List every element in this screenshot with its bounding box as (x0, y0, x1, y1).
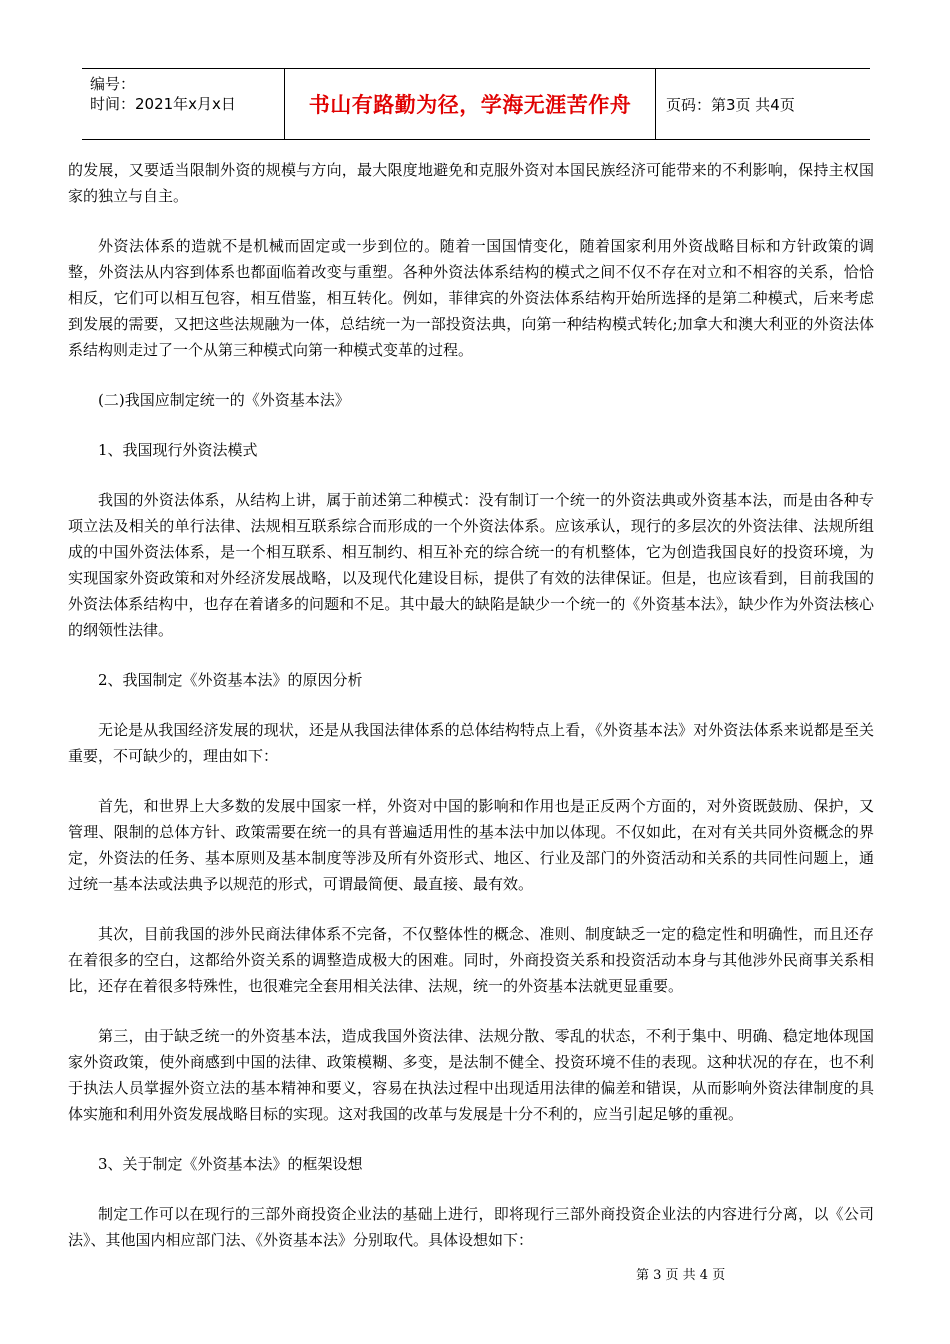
page-footer: 第 3 页 共 4 页 (636, 1268, 726, 1283)
body-paragraph: 无论是从我国经济发展的现状，还是从我国法律体系的总体结构特点上看，《外资基本法》对外资法体系来说都是至关重要，不可缺少的，理由如下： (68, 721, 874, 765)
body-paragraph: 制定工作可以在现行的三部外商投资企业法的基础上进行，即将现行三部外商投资企业法的内容进行分离，以《公司法》、其他国内相应部门法、《外资基本法》分别取代。具体设想如下： (68, 1205, 874, 1249)
header-meta (82, 69, 284, 139)
number-label: 编号： (90, 75, 136, 93)
header-motto: 书山有路勤为径，学海无涯苦作舟 (308, 93, 632, 117)
body-paragraph: 外资法体系的造就不是机械而固定或一步到位的。随着一国国情变化，随着国家利用外资战略目标和方针政策的调整，外资法从内容到体系也都面临着改变与重塑。各种外资法体系结构的模式之间不仅不存在对立和不相容的关系，恰恰相反，它们可以相互包容，相互借鉴，相互转化。例如，菲律宾的外资法体系结构开始所选择的是第二种模式，后来考虑到发展的需要，又把这些法规融为一体，总结统一为一部投资法典，向第一种结构模式转化;加拿大和澳大利亚的外资法体系结构则走过了一个从第三种模式向第一种模式变革的过程。 (68, 237, 874, 359)
document-body (68, 157, 874, 1277)
body-paragraph: 首先，和世界上大多数的发展中国家一样，外资对中国的影响和作用也是正反两个方面的，对外资既鼓励、保护，又管理、限制的总体方针、政策需要在统一的具有普遍适用性的基本法中加以体现。不仅如此，在对有关共同外资概念的界定，外资法的任务、基本原则及基本制度等涉及所有外资形式、地区、行业及部门的外资活动和关系的共同性问题上，通过统一基本法或法典予以规范的形式，可谓最简便、最直接、最有效。 (68, 797, 874, 893)
section-heading: 2、我国制定《外资基本法》的原因分析 (98, 671, 363, 689)
section-heading: 1、我国现行外资法模式 (98, 441, 258, 459)
page-header (82, 68, 870, 140)
header-page-info: 页码：第3页 共4页 (666, 95, 795, 114)
body-paragraph: 其次，目前我国的涉外民商法律体系不完备，不仅整体性的概念、准则、制度缺乏一定的稳定性和明确性，而且还存在着很多的空白，这都给外资关系的调整造成极大的困难。同时，外商投资关系和投资活动本身与其他涉外民商事关系相比，还存在着很多特殊性，也很难完全套用相关法律、法规，统一的外资基本法就更显重要。 (68, 925, 874, 995)
section-heading: (二)我国应制定统一的《外资基本法》 (98, 391, 350, 409)
section-heading: 3、关于制定《外资基本法》的框架设想 (98, 1155, 363, 1173)
body-paragraph: 的发展，又要适当限制外资的规模与方向，最大限度地避免和克服外资对本国民族经济可能带来的不利影响，保持主权国家的独立与自主。 (68, 161, 874, 205)
body-paragraph: 第三，由于缺乏统一的外资基本法，造成我国外资法律、法规分散、零乱的状态，不利于集中、明确、稳定地体现国家外资政策，使外商感到中国的法律、政策模糊、多变，是法制不健全、投资环境不佳的表现。这种状况的存在，也不利于执法人员掌握外资立法的基本精神和要义，容易在执法过程中出现适用法律的偏差和错误，从而影响外资法律制度的具体实施和利用外资发展战略目标的实现。这对我国的改革与发展是十分不利的，应当引起足够的重视。 (68, 1027, 874, 1123)
body-paragraph: 我国的外资法体系，从结构上讲，属于前述第二种模式：没有制订一个统一的外资法典或外资基本法，而是由各种专项立法及相关的单行法律、法规相互联系综合而形成的一个外资法体系。应该承认，现行的多层次的外资法律、法规所组成的中国外资法体系，是一个相互联系、相互制约、相互补充的综合统一的有机整体，它为创造我国良好的投资环境，为实现国家外资政策和对外经济发展战略，以及现代化建设目标，提供了有效的法律保证。但是，也应该看到，目前我国的外资法体系结构中，也存在着诸多的问题和不足。其中最大的缺陷是缺少一个统一的《外资基本法》，缺少作为外资法核心的纲领性法律。 (68, 491, 874, 639)
time-label: 时间：2021年x月x日 (90, 95, 236, 113)
